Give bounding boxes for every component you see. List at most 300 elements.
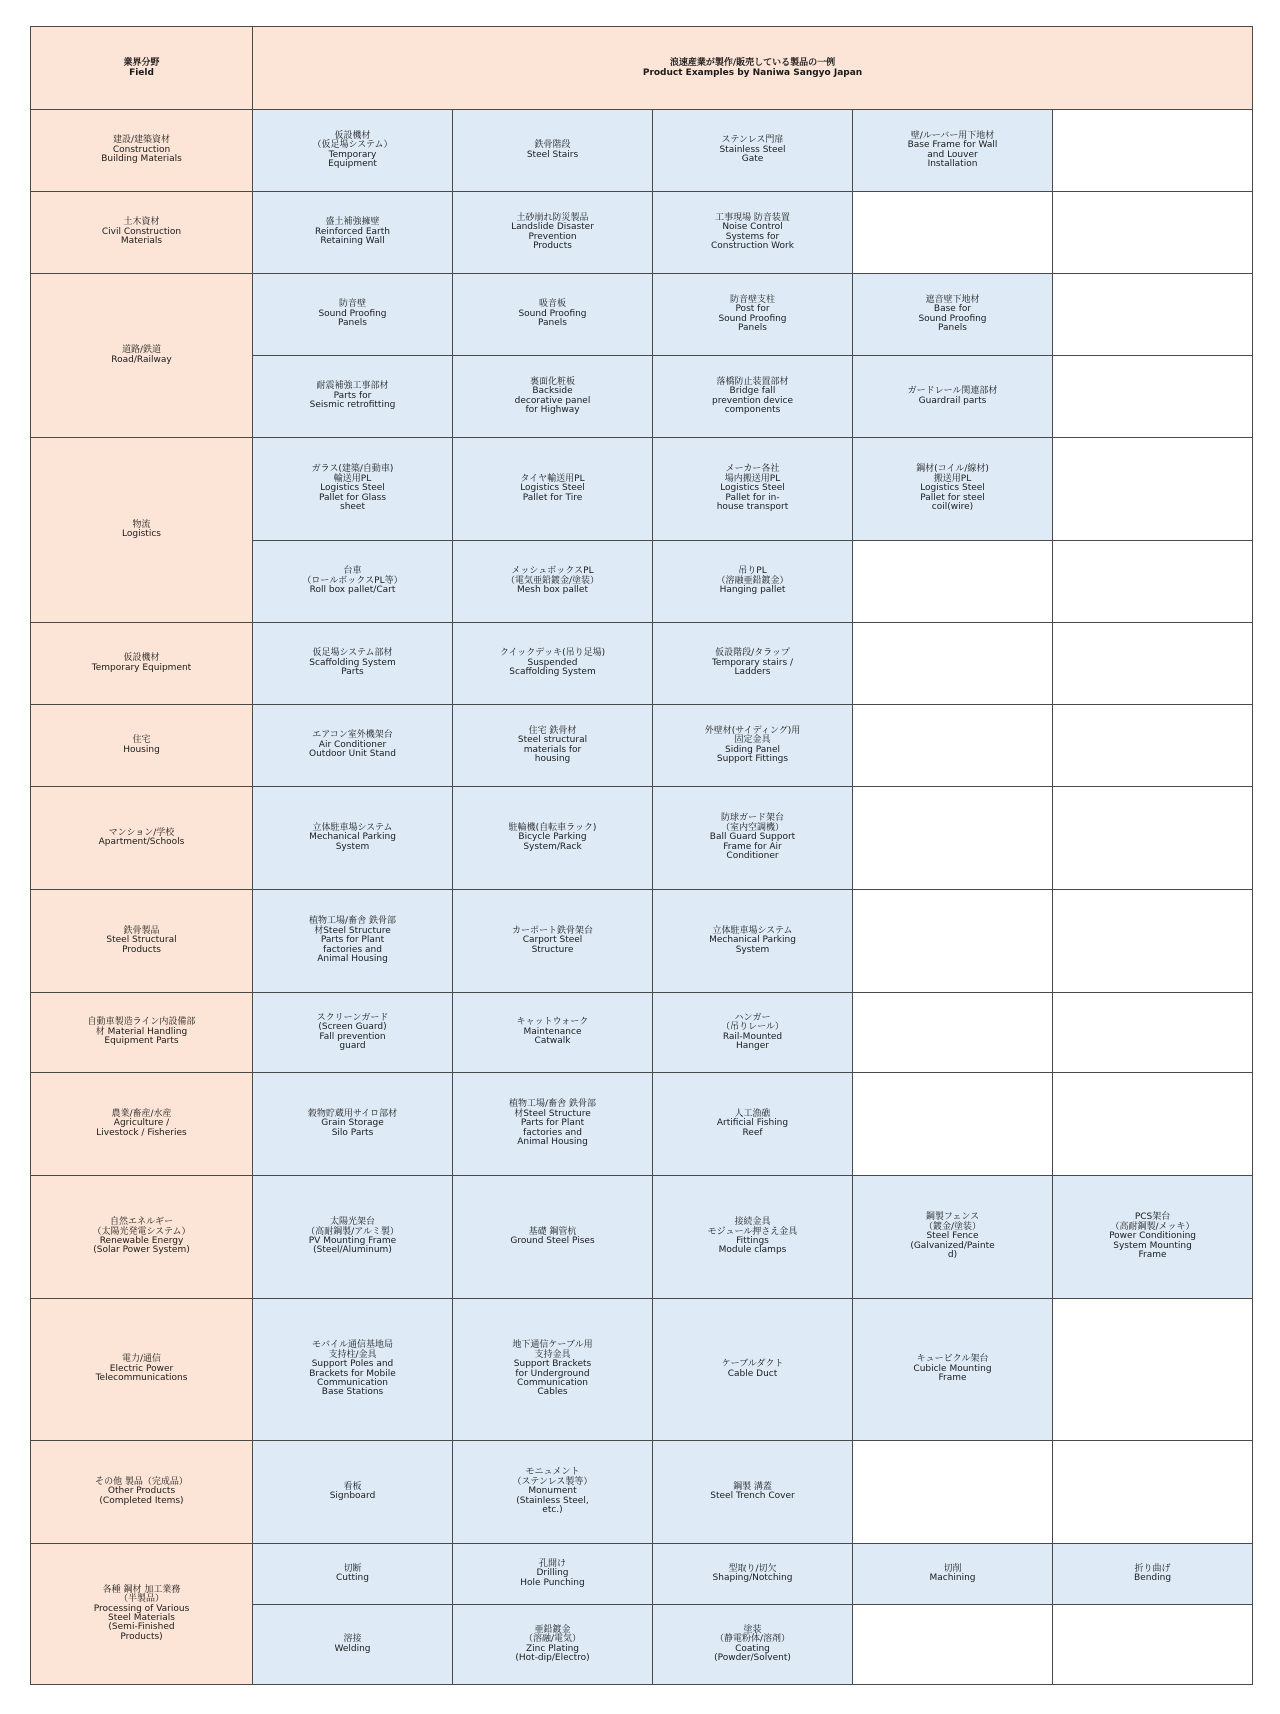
- product-line: Bridge fall: [729, 386, 776, 397]
- empty-cell: [1053, 705, 1253, 787]
- product-line: Temporary: [328, 149, 377, 160]
- field-line: Road/Railway: [111, 354, 172, 365]
- field-line: マンション/学校: [108, 827, 175, 838]
- empty-cell: [853, 1605, 1053, 1685]
- product-line: 溶接: [343, 1634, 362, 1645]
- product-line: Parts for Plant: [520, 1118, 585, 1129]
- product-line: Logistics Steel: [720, 483, 785, 494]
- product-line: Base Frame for Wall: [907, 140, 998, 151]
- product-line: Reef: [742, 1127, 763, 1138]
- product-cell: [253, 110, 453, 192]
- product-line: Support Brackets: [513, 1359, 592, 1370]
- product-line: Roll box pallet/Cart: [309, 585, 396, 596]
- field-line: Products): [120, 1631, 163, 1642]
- field-line: 住宅: [132, 735, 151, 746]
- product-line: Noise Control: [722, 222, 783, 233]
- field-line: Materials: [120, 236, 163, 247]
- products-header-en: Product Examples by Naniwa Sangyo Japan: [642, 68, 863, 78]
- product-cell: [653, 787, 853, 890]
- product-cell: [453, 705, 653, 787]
- product-line: Conditioner: [726, 851, 779, 862]
- product-line: 住宅 鉄骨材: [528, 725, 577, 736]
- field-line: Civil Construction: [101, 226, 182, 237]
- field-line: 建設/建築資材: [112, 135, 171, 146]
- product-cell: [453, 274, 653, 356]
- product-line: and Louver: [927, 149, 978, 160]
- product-line: 場内搬送用PL: [724, 473, 781, 484]
- product-line: Pallet for steel: [920, 492, 985, 503]
- product-line: Pallet for in-: [725, 492, 780, 503]
- product-cell: [453, 993, 653, 1073]
- product-cell: [453, 1176, 653, 1299]
- product-examples-table: [30, 26, 1253, 1685]
- product-line: Steel Stairs: [526, 149, 579, 160]
- product-line: Post for: [735, 304, 770, 315]
- product-line: Construction Work: [711, 240, 794, 251]
- field-line: Electric Power: [109, 1363, 174, 1374]
- product-line: house transport: [716, 502, 789, 513]
- product-cell: [253, 192, 453, 274]
- product-line: Mechanical Parking: [309, 832, 396, 843]
- empty-cell: [853, 1073, 1053, 1176]
- empty-cell: [853, 192, 1053, 274]
- product-line: 材Steel Structure: [314, 925, 391, 936]
- product-line: Mechanical Parking: [709, 935, 796, 946]
- empty-cell: [853, 1441, 1053, 1544]
- product-line: Bicycle Parking: [518, 832, 587, 843]
- product-line: （静電粉体/溶剤）: [714, 1634, 791, 1645]
- product-cell: [653, 1176, 853, 1299]
- product-line: Seismic retrofitting: [309, 400, 396, 411]
- product-cell: [253, 541, 453, 623]
- product-line: メーカー各社: [725, 464, 780, 475]
- product-line: prevention device: [712, 395, 793, 406]
- field-line: 各種 鋼材 加工業務: [102, 1584, 181, 1595]
- product-line: 防音壁: [338, 299, 366, 310]
- product-line: 孔開け: [538, 1558, 566, 1569]
- product-line: Siding Panel: [725, 744, 780, 755]
- product-line: System/Rack: [523, 841, 582, 852]
- product-line: （高耐鋼製/メッキ）: [1110, 1221, 1195, 1232]
- field-line: Livestock / Fisheries: [96, 1127, 187, 1138]
- field-line: Temporary Equipment: [91, 662, 192, 673]
- field-line: Agriculture /: [113, 1118, 170, 1129]
- product-cell: [253, 274, 453, 356]
- product-line: エアコン室外機架台: [312, 730, 393, 741]
- table-row: [31, 1073, 1253, 1176]
- field-line: Steel Structural: [106, 935, 177, 946]
- field-line: (Solar Power System): [93, 1245, 190, 1256]
- empty-cell: [1053, 1299, 1253, 1441]
- product-cell: [253, 1299, 453, 1441]
- field-line: 仮設機材: [123, 653, 160, 664]
- field-line: （半製品）: [118, 1594, 164, 1605]
- product-line: PV Mounting Frame: [308, 1236, 397, 1246]
- product-line: 防球ガード架台: [720, 813, 784, 824]
- product-line: 塗装: [743, 1624, 762, 1635]
- table-row: [31, 192, 1253, 274]
- product-line: ステンレス門扉: [721, 135, 784, 146]
- product-line: Monument: [528, 1486, 577, 1497]
- field-line: Equipment Parts: [104, 1036, 179, 1047]
- product-cell: [853, 1176, 1053, 1299]
- product-line: Support Poles and: [311, 1359, 394, 1370]
- product-line: 鋼製 溝蓋: [733, 1481, 772, 1492]
- product-line: 吸音板: [538, 299, 566, 310]
- product-line: 切削: [943, 1563, 962, 1574]
- product-line: 切断: [343, 1563, 362, 1574]
- product-line: (Hot-dip/Electro): [515, 1652, 590, 1663]
- product-line: 外壁材(サイディング)用: [704, 725, 801, 736]
- product-line: （高耐鋼製/アルミ製）: [306, 1226, 399, 1237]
- field-line: 鉄骨製品: [123, 925, 160, 936]
- field-line: Steel Materials: [108, 1613, 175, 1623]
- product-line: Base for: [933, 304, 972, 315]
- field-line: 道路/鉄道: [121, 345, 162, 356]
- product-cell: [253, 623, 453, 705]
- product-cell: [1053, 1544, 1253, 1605]
- product-line: Landslide Disaster: [511, 222, 594, 233]
- product-line: System: [735, 944, 770, 955]
- product-line: 鋼製フェンス: [925, 1212, 980, 1223]
- product-line: Communication: [317, 1377, 388, 1388]
- product-line: Coating: [735, 1643, 770, 1654]
- field-line: その他 製品（完成品）: [95, 1476, 188, 1487]
- product-line: 裏面化粧板: [529, 376, 575, 387]
- product-line: Frame: [938, 1373, 967, 1384]
- product-line: 接続金具: [734, 1217, 771, 1228]
- product-line: Structure: [531, 944, 574, 955]
- product-line: 仮設階段/タラップ: [715, 648, 790, 659]
- product-line: Suspended: [527, 657, 578, 668]
- field-header: [31, 27, 253, 110]
- product-line: Systems for: [725, 231, 780, 242]
- product-cell: [453, 110, 653, 192]
- product-line: Drilling: [536, 1568, 569, 1579]
- empty-cell: [853, 623, 1053, 705]
- table-row: [31, 787, 1253, 890]
- product-cell: [653, 274, 853, 356]
- field-line: (Completed Items): [99, 1495, 184, 1506]
- product-cell: [653, 1441, 853, 1544]
- product-cell: [1053, 1176, 1253, 1299]
- product-cell: [253, 705, 453, 787]
- product-line: 固定金具: [734, 735, 771, 746]
- product-cell: [453, 1605, 653, 1685]
- product-cell: [453, 192, 653, 274]
- empty-cell: [1053, 623, 1253, 705]
- product-line: 基礎 鋼管杭: [528, 1226, 577, 1237]
- product-cell: [253, 890, 453, 993]
- empty-cell: [1053, 993, 1253, 1073]
- product-cell: [653, 1073, 853, 1176]
- product-line: スクリーンガード: [316, 1012, 389, 1023]
- field-line: 物流: [132, 519, 151, 530]
- product-line: （溶融亜鉛鍍金）: [716, 575, 789, 586]
- field-line: Products: [122, 944, 161, 955]
- product-cell: [853, 1544, 1053, 1605]
- product-line: Grain Storage: [321, 1118, 384, 1129]
- product-line: Communication: [517, 1377, 588, 1388]
- product-line: Catwalk: [534, 1036, 571, 1047]
- product-line: 人工漁礁: [734, 1108, 771, 1119]
- product-line: 耐震補強工事部材: [316, 381, 389, 392]
- product-cell: [653, 356, 853, 438]
- product-line: guard: [339, 1040, 366, 1051]
- product-line: 立体駐車場システム: [712, 925, 793, 936]
- product-line: Silo Parts: [331, 1127, 374, 1138]
- field-cell: [31, 890, 253, 993]
- product-line: Logistics Steel: [520, 483, 585, 494]
- product-line: 盛土補強擁壁: [325, 217, 380, 228]
- product-cell: [253, 787, 453, 890]
- product-line: Artificial Fishing: [716, 1118, 789, 1129]
- field-cell: [31, 1544, 253, 1685]
- empty-cell: [1053, 438, 1253, 541]
- product-line: Hole Punching: [520, 1577, 585, 1588]
- product-line: Installation: [927, 158, 978, 169]
- product-line: 工事現場 防音装置: [715, 212, 790, 223]
- product-line: Fittings: [736, 1236, 769, 1246]
- product-line: Carport Steel: [522, 935, 583, 946]
- product-line: Panels: [338, 318, 367, 329]
- field-line: Logistics: [122, 529, 161, 539]
- field-line: Other Products: [107, 1486, 176, 1497]
- product-line: 遮音壁下地材: [925, 294, 980, 305]
- product-line: Air Conditioner: [318, 739, 387, 750]
- product-line: Welding: [334, 1643, 371, 1654]
- product-cell: [453, 1073, 653, 1176]
- product-line: Logistics Steel: [920, 483, 985, 494]
- product-line: キャットウォーク: [516, 1017, 589, 1028]
- table-row: [31, 274, 1253, 356]
- field-header-en: Field: [129, 68, 154, 78]
- product-line: coil(wire): [931, 502, 974, 513]
- product-line: Steel structural: [517, 735, 588, 746]
- product-cell: [653, 541, 853, 623]
- field-header-ja: 業界分野: [123, 57, 160, 68]
- product-cell: [253, 438, 453, 541]
- product-line: 支持金具: [534, 1349, 571, 1360]
- product-cell: [253, 1441, 453, 1544]
- field-line: 電力/通信: [121, 1354, 162, 1365]
- product-line: Outdoor Unit Stand: [309, 749, 396, 760]
- product-line: Scaffolding System: [309, 657, 396, 668]
- product-line: Pallet for Glass: [318, 492, 387, 503]
- product-line: Maintenance: [523, 1026, 582, 1037]
- product-line: 輸送用PL: [333, 473, 372, 484]
- empty-cell: [1053, 787, 1253, 890]
- empty-cell: [1053, 890, 1253, 993]
- product-line: ガラス(建築/自動車): [311, 464, 394, 475]
- product-line: Scaffolding System: [509, 667, 596, 678]
- product-line: Animal Housing: [317, 954, 388, 965]
- empty-cell: [1053, 192, 1253, 274]
- empty-cell: [1053, 1605, 1253, 1685]
- product-cell: [653, 1544, 853, 1605]
- product-line: (Galvanized/Painte: [910, 1240, 995, 1251]
- product-line: 台車: [343, 566, 362, 577]
- product-line: 亜鉛鍍金: [534, 1624, 571, 1635]
- product-line: 駐輪機(自転車ラック): [508, 822, 597, 833]
- products-header: [253, 27, 1253, 110]
- product-line: (Screen Guard): [318, 1022, 387, 1033]
- product-cell: [853, 110, 1053, 192]
- product-line: factories and: [323, 944, 382, 955]
- product-cell: [453, 787, 653, 890]
- field-cell: [31, 993, 253, 1073]
- product-line: （吊りレール）: [721, 1022, 784, 1033]
- empty-cell: [853, 993, 1053, 1073]
- field-cell: [31, 110, 253, 192]
- product-line: sheet: [340, 502, 365, 513]
- product-line: Frame: [1138, 1250, 1167, 1261]
- product-line: Parts: [341, 667, 364, 678]
- field-line: Apartment/Schools: [98, 837, 185, 847]
- product-cell: [453, 623, 653, 705]
- product-line: Hanger: [736, 1040, 769, 1051]
- product-line: 立体駐車場システム: [312, 822, 393, 833]
- product-line: Logistics Steel: [320, 483, 385, 494]
- product-line: System Mounting: [1113, 1240, 1192, 1251]
- product-line: d): [947, 1250, 958, 1261]
- product-line: （ロールボックスPL等）: [302, 575, 403, 586]
- product-line: ケーブルダクト: [721, 1359, 784, 1370]
- product-line: Stainless Steel: [719, 144, 786, 155]
- field-cell: [31, 1441, 253, 1544]
- product-line: Gate: [741, 154, 764, 165]
- product-cell: [453, 1544, 653, 1605]
- empty-cell: [853, 787, 1053, 890]
- product-line: 地下通信ケーブル用: [512, 1340, 593, 1351]
- product-cell: [253, 993, 453, 1073]
- empty-cell: [1053, 110, 1253, 192]
- product-line: Frame for Air: [723, 841, 782, 852]
- field-cell: [31, 623, 253, 705]
- product-line: メッシュボックスPL: [511, 566, 594, 577]
- product-line: Brackets for Mobile: [309, 1368, 396, 1379]
- product-line: （電気亜鉛鍍金/塗装）: [505, 575, 600, 586]
- product-line: Cutting: [336, 1573, 369, 1583]
- product-cell: [653, 438, 853, 541]
- product-line: Prevention: [528, 231, 577, 242]
- field-cell: [31, 787, 253, 890]
- product-line: 折り曲げ: [1134, 1563, 1171, 1574]
- product-line: (Steel/Aluminum): [313, 1245, 392, 1256]
- product-line: キュービクル架台: [916, 1354, 989, 1365]
- field-line: Construction: [112, 144, 171, 155]
- product-line: クイックデッキ(吊り足場): [499, 648, 606, 659]
- product-line: Ground Steel Pises: [510, 1236, 595, 1246]
- product-line: decorative panel: [514, 395, 591, 406]
- table-row: [31, 110, 1253, 192]
- product-cell: [453, 356, 653, 438]
- product-line: ガードレール関連部材: [907, 386, 998, 397]
- product-cell: [453, 890, 653, 993]
- product-line: Shaping/Notching: [712, 1573, 793, 1583]
- field-line: 土木資材: [123, 217, 160, 228]
- product-line: Steel Fence: [926, 1231, 979, 1242]
- product-cell: [253, 1605, 453, 1685]
- product-line: 土砂崩れ防災製品: [516, 212, 589, 223]
- field-cell: [31, 705, 253, 787]
- product-cell: [453, 1441, 653, 1544]
- product-cell: [253, 1544, 453, 1605]
- table-row: [31, 438, 1253, 541]
- product-cell: [853, 274, 1053, 356]
- product-line: 太陽光架台: [329, 1217, 375, 1228]
- product-line: factories and: [523, 1127, 582, 1138]
- product-line: 鋼材(コイル/線材): [916, 464, 989, 475]
- product-line: 防音壁支柱: [729, 294, 775, 305]
- table-row: [31, 705, 1253, 787]
- product-line: Hanging pallet: [719, 585, 786, 596]
- product-line: etc.): [542, 1505, 563, 1516]
- product-line: Mesh box pallet: [517, 585, 588, 596]
- product-line: カーポート鉄骨架台: [511, 925, 593, 936]
- product-line: Reinforced Earth: [315, 226, 390, 237]
- field-line: 農業/畜産/水産: [111, 1108, 172, 1119]
- table-row: [31, 1544, 1253, 1605]
- product-line: Power Conditioning: [1109, 1231, 1196, 1242]
- field-cell: [31, 274, 253, 438]
- product-line: 壁/ルーバー用下地材: [910, 130, 995, 141]
- product-line: (Powder/Solvent): [714, 1652, 791, 1663]
- field-line: Renewable Energy: [99, 1236, 184, 1246]
- product-cell: [253, 356, 453, 438]
- table-row: [31, 1441, 1253, 1544]
- product-line: Machining: [929, 1573, 976, 1583]
- product-line: Support Fittings: [716, 753, 789, 764]
- product-line: Rail-Mounted: [722, 1031, 783, 1042]
- field-line: 材 Material Handling: [95, 1026, 188, 1037]
- table-row: [31, 1176, 1253, 1299]
- product-line: Animal Housing: [517, 1137, 588, 1148]
- table-body: [31, 110, 1253, 1685]
- field-cell: [31, 192, 253, 274]
- product-line: Parts for Plant: [320, 935, 385, 946]
- product-cell: [853, 356, 1053, 438]
- product-line: Bending: [1134, 1573, 1172, 1583]
- product-line: Guardrail parts: [918, 395, 987, 406]
- field-cell: [31, 1176, 253, 1299]
- field-line: Processing of Various: [93, 1603, 190, 1614]
- product-line: タイヤ輸送用PL: [520, 473, 585, 484]
- product-line: Module clamps: [718, 1245, 787, 1256]
- product-line: 看板: [343, 1481, 362, 1492]
- product-cell: [853, 1299, 1053, 1441]
- table-row: [31, 890, 1253, 993]
- product-line: モバイル通信基地局: [311, 1340, 393, 1351]
- product-line: System: [335, 841, 370, 852]
- product-line: （鍍金/塗装）: [923, 1221, 982, 1232]
- field-line: Housing: [123, 744, 160, 755]
- table-row: [31, 993, 1253, 1073]
- product-line: components: [724, 404, 781, 415]
- product-line: 仮設機材: [334, 130, 371, 141]
- product-line: 支持柱/金具: [328, 1349, 377, 1360]
- product-cell: [653, 993, 853, 1073]
- field-line: (Semi-Finished: [108, 1622, 175, 1633]
- product-cell: [653, 705, 853, 787]
- product-line: Equipment: [328, 158, 377, 169]
- field-cell: [31, 1299, 253, 1441]
- product-cell: [453, 541, 653, 623]
- product-line: for Underground: [515, 1368, 590, 1379]
- product-line: Panels: [538, 318, 567, 329]
- product-line: 植物工場/畜舎 鉄骨部: [509, 1099, 596, 1110]
- product-line: Ball Guard Support: [709, 832, 796, 843]
